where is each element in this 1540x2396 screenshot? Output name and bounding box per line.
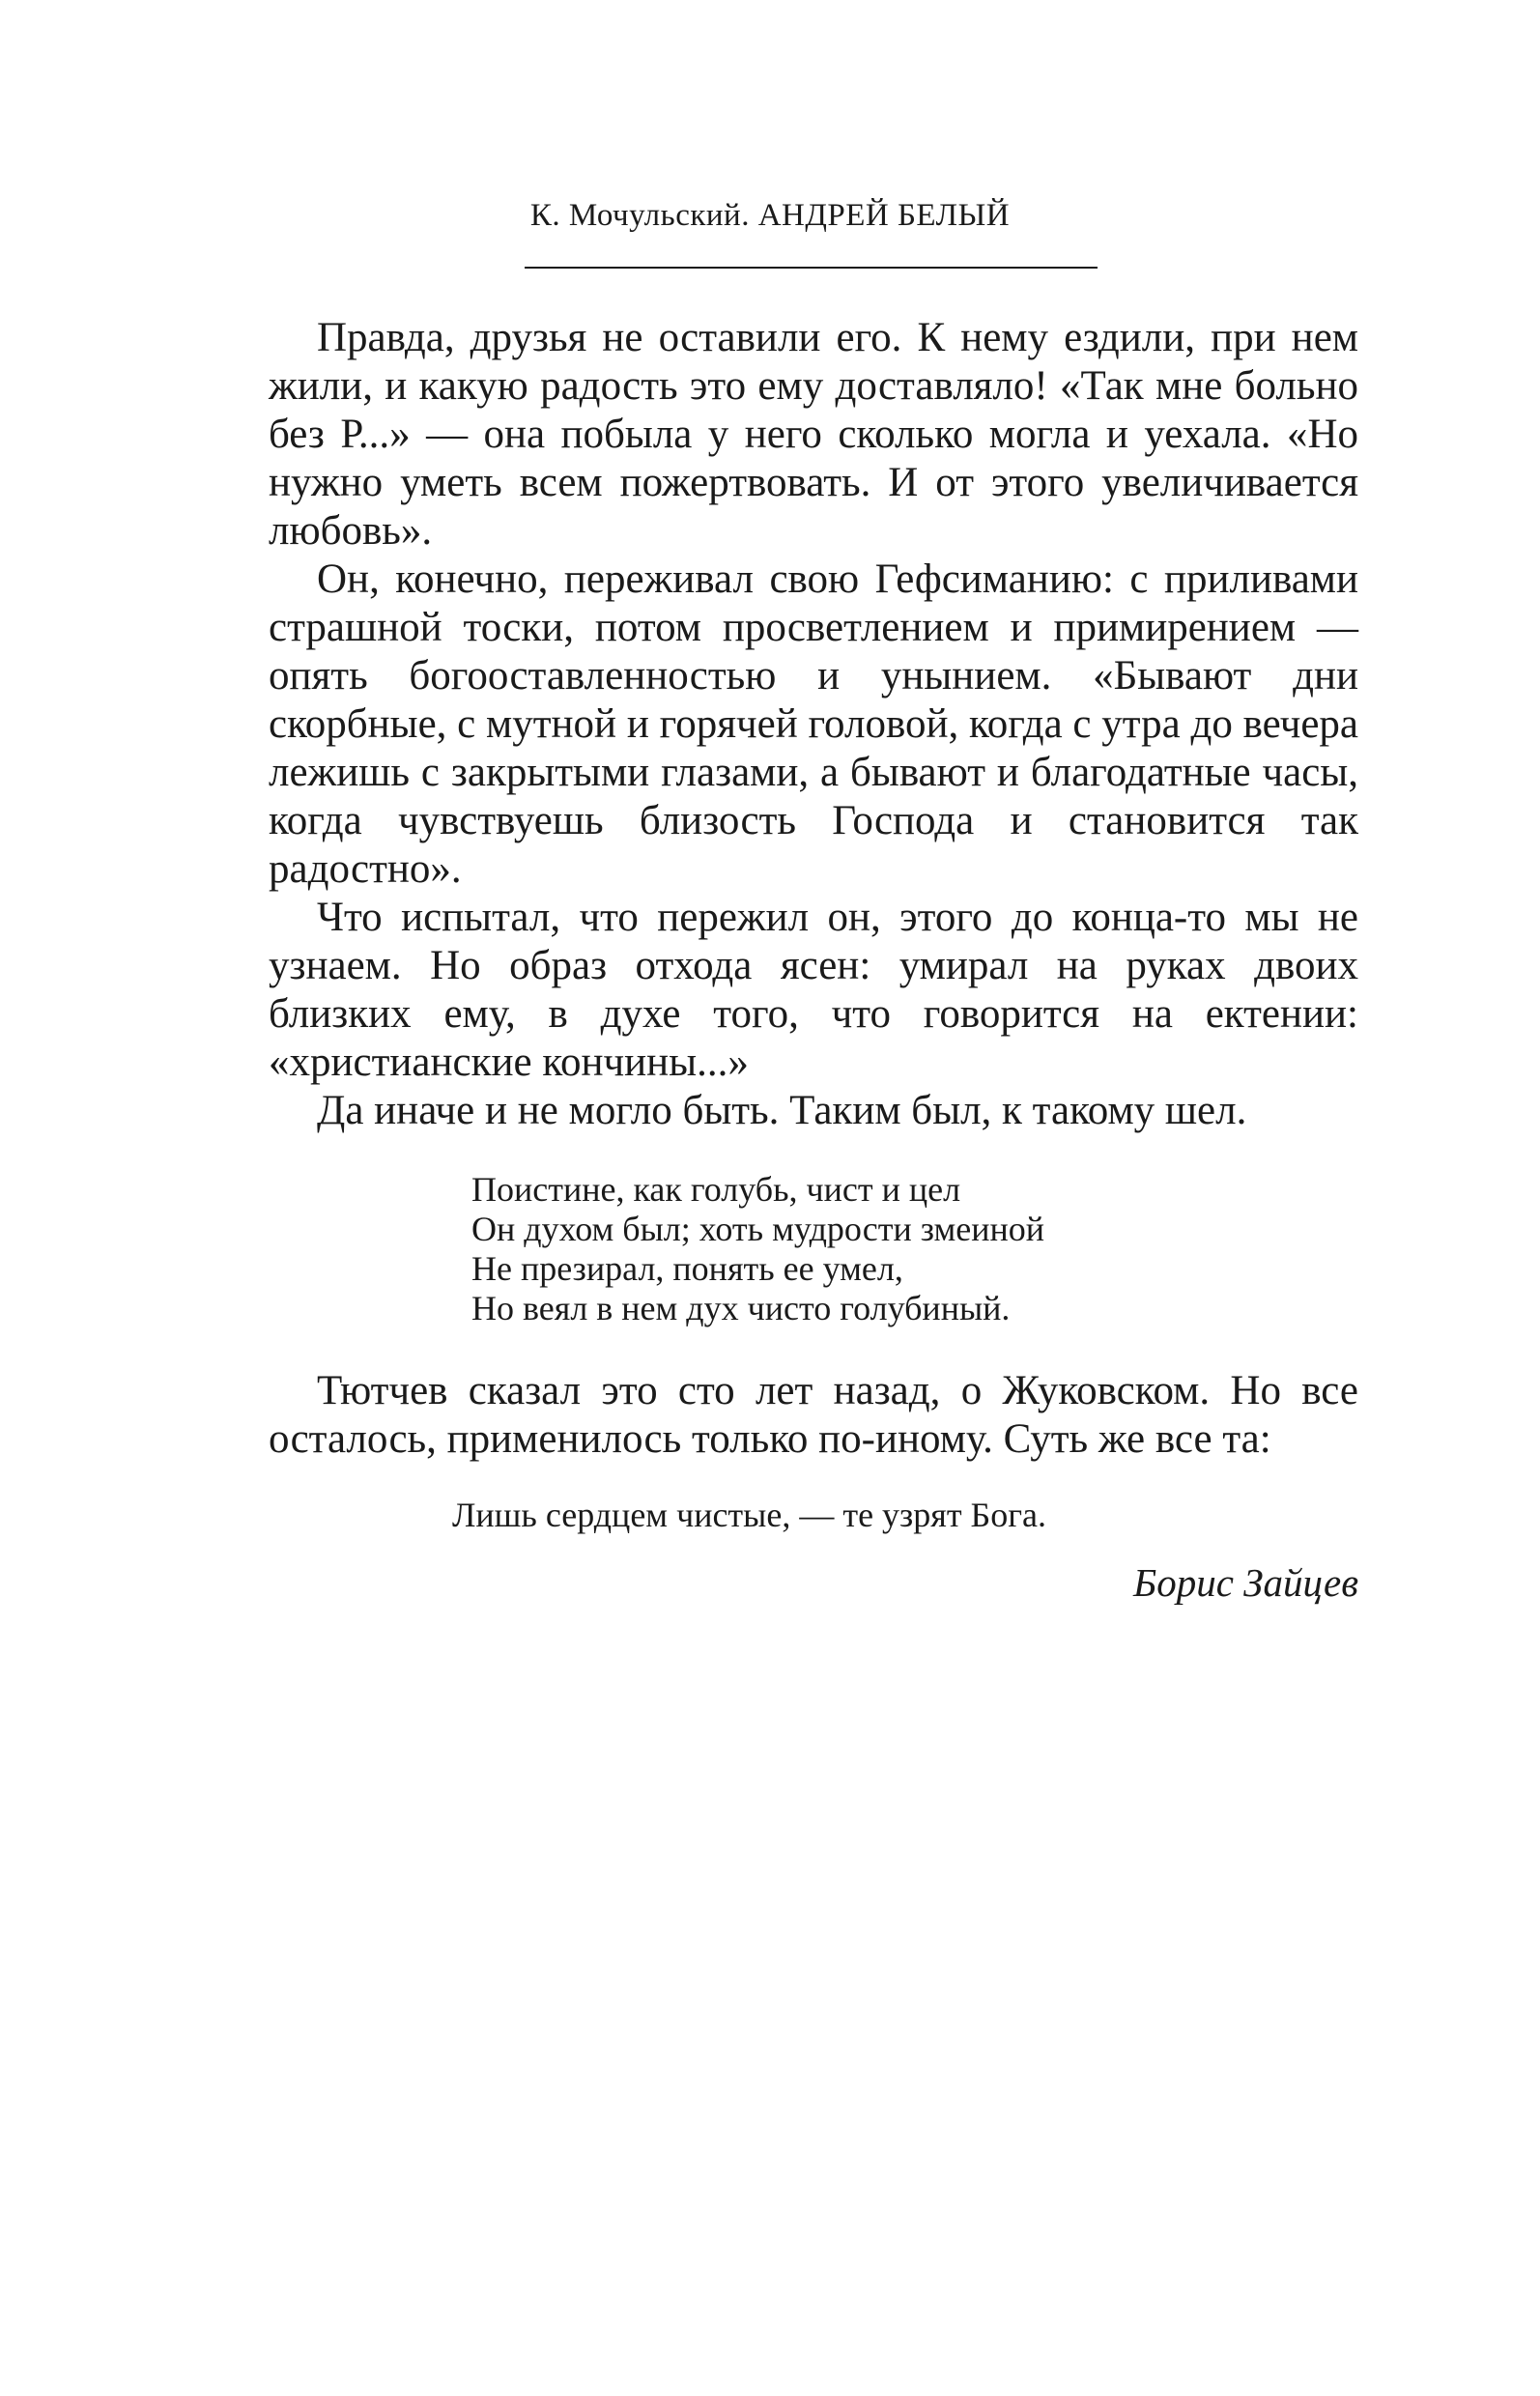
paragraph: Что испытал, что пережил он, этого до конца-то мы не узнаем. Но образ отхода ясен: умирал на руках двоих близких ему, в духе того, что говорится на ектении: «христианские кончины...» [269,895,1358,1085]
paragraph: Тютчев сказал это сто лет назад, о Жуковском. Но все осталось, применилось только по-иному. Суть же все та: [269,1368,1358,1462]
paragraph: Да иначе и не могло быть. Таким был, к такому шел. [317,1088,1247,1133]
poem-line: Но веял в нем дух чисто голубиный. [471,1289,1011,1327]
poem-line: Он духом был; хоть мудрости змеиной [471,1210,1045,1248]
paragraph: Он, конечно, переживал свою Гефсиманию: с приливами страшной тоски, потом просветлением и примирением — опять богооставленностью и унынием. «Бывают дни скорбные, с мутной и горячей головой, когда с утра до вечера лежишь с закрытыми глазами, а бывают и благодатные часы, когда чувствуешь близость Господа и становится так радостно». [269,556,1358,892]
closing-quote: Лишь сердцем чистые, — те узрят Бога. [452,1496,1046,1534]
running-head: К. Мочульский. АНДРЕЙ БЕЛЫЙ [529,198,1011,233]
poem-line: Не презирал, понять ее умел, [471,1249,903,1288]
poem-quote [471,1170,1358,1328]
page-body [269,314,1358,1607]
header-rule [525,267,1098,269]
paragraph: Правда, друзья не оставили его. К нему ездили, при нем жили, и какую радость это ему доставляло! «Так мне больно без Р...» — она побыла у него сколько могла и уехала. «Но нужно уметь всем пожертвовать. И от этого увеличивается любовь». [269,315,1358,554]
author-signature: Борис Зайцев [1133,1560,1358,1605]
poem-line: Поистине, как голубь, чист и цел [471,1170,961,1209]
